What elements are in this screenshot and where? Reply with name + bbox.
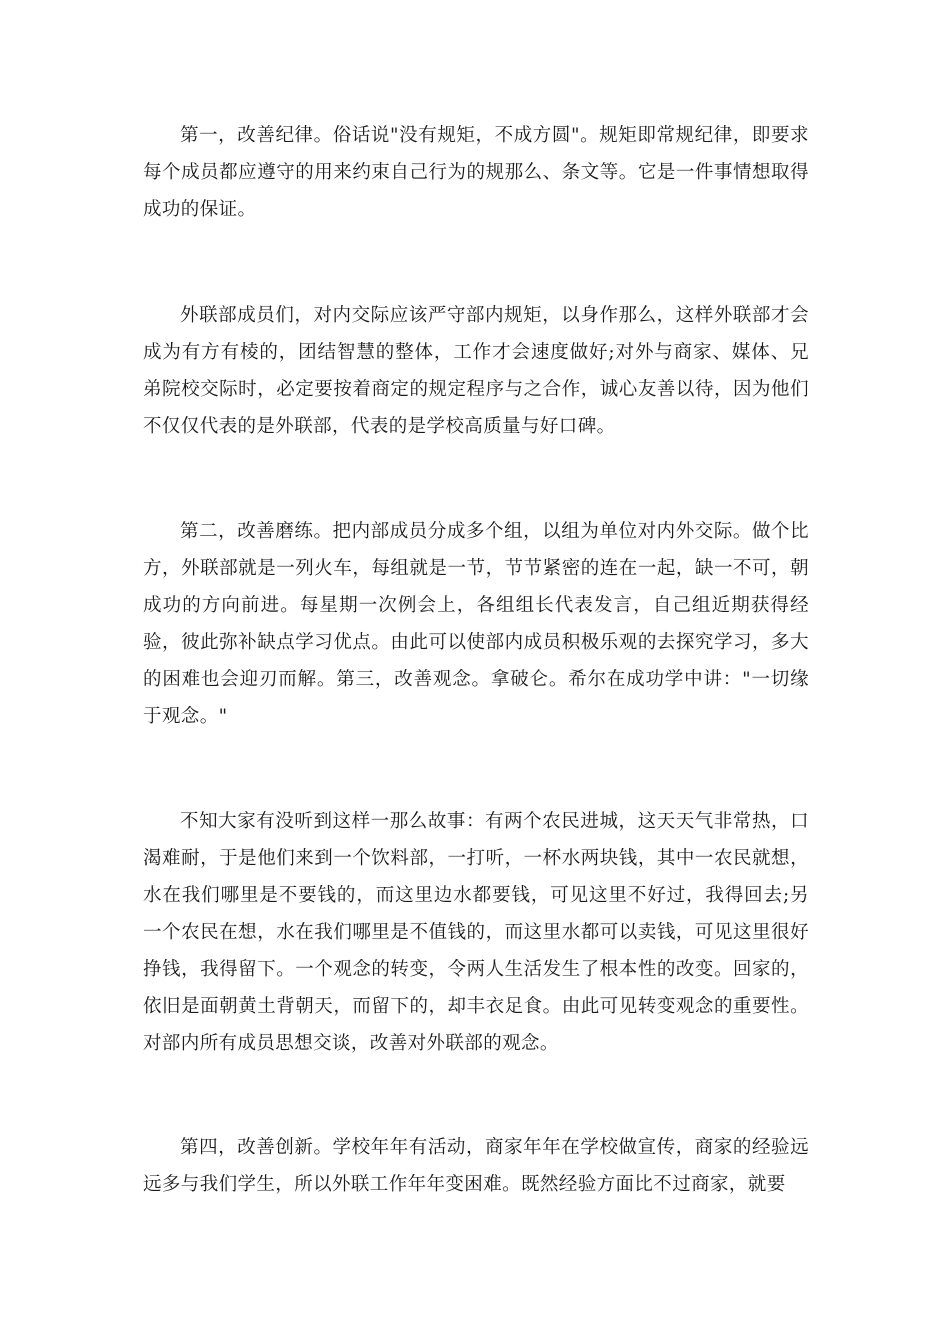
paragraph-internal-external-conduct: 外联部成员们，对内交际应该严守部内规矩，以身作那么，这样外联部才会成为有方有棱的，团结智慧的整体，工作才会速度做好;对外与商家、媒体、兄弟院校交际时，必定要按着商定的规定程序与之合作，诚心友善以待，因为他们不仅仅代表的是外联部，代表的是学校高质量与好口碑。 [143,305,809,437]
paragraph-discipline: 第一，改善纪律。俗话说"没有规矩，不成方圆"。规矩即常规纪律，即要求每个成员都应遵守的用来约束自己行为的规那么、条文等。它是一件事情想取得成功的保证。 [143,125,809,220]
paragraph-farmers-story: 不知大家有没听到这样一那么故事：有两个农民进城，这天天气非常热，口渴难耐，于是他们来到一个饮料部，一打听，一杯水两块钱，其中一农民就想，水在我们哪里是不要钱的，而这里边水都要钱，可见这里不好过，我得回去;另一个农民在想，水在我们哪里是不值钱的，而这里水都可以卖钱，可见这里很好挣钱，我得留下。一个观念的转变，令两人生活发生了根本性的改变。回家的，依旧是面朝黄土背朝天，而留下的，却丰衣足食。由此可见转变观念的重要性。对部内所有成员思想交谈，改善对外联部的观念。 [143,811,809,1054]
paragraph-innovation: 第四，改善创新。学校年年有活动，商家年年在学校做宣传，商家的经验远远多与我们学生，所以外联工作年年变困难。既然经验方面比不过商家，就要 [143,1137,809,1195]
paragraph-training: 第二，改善磨练。把内部成员分成多个组，以组为单位对内外交际。做个比方，外联部就是一列火车，每组就是一节，节节紧密的连在一起，缺一不可，朝成功的方向前进。每星期一次例会上，各组组长代表发言，自己组近期获得经验，彼此弥补缺点学习优点。由此可以使部内成员积极乐观的去探究学习，多大的困难也会迎刃而解。第三，改善观念。拿破仑。希尔在成功学中讲："一切缘于观念。" [143,521,809,727]
